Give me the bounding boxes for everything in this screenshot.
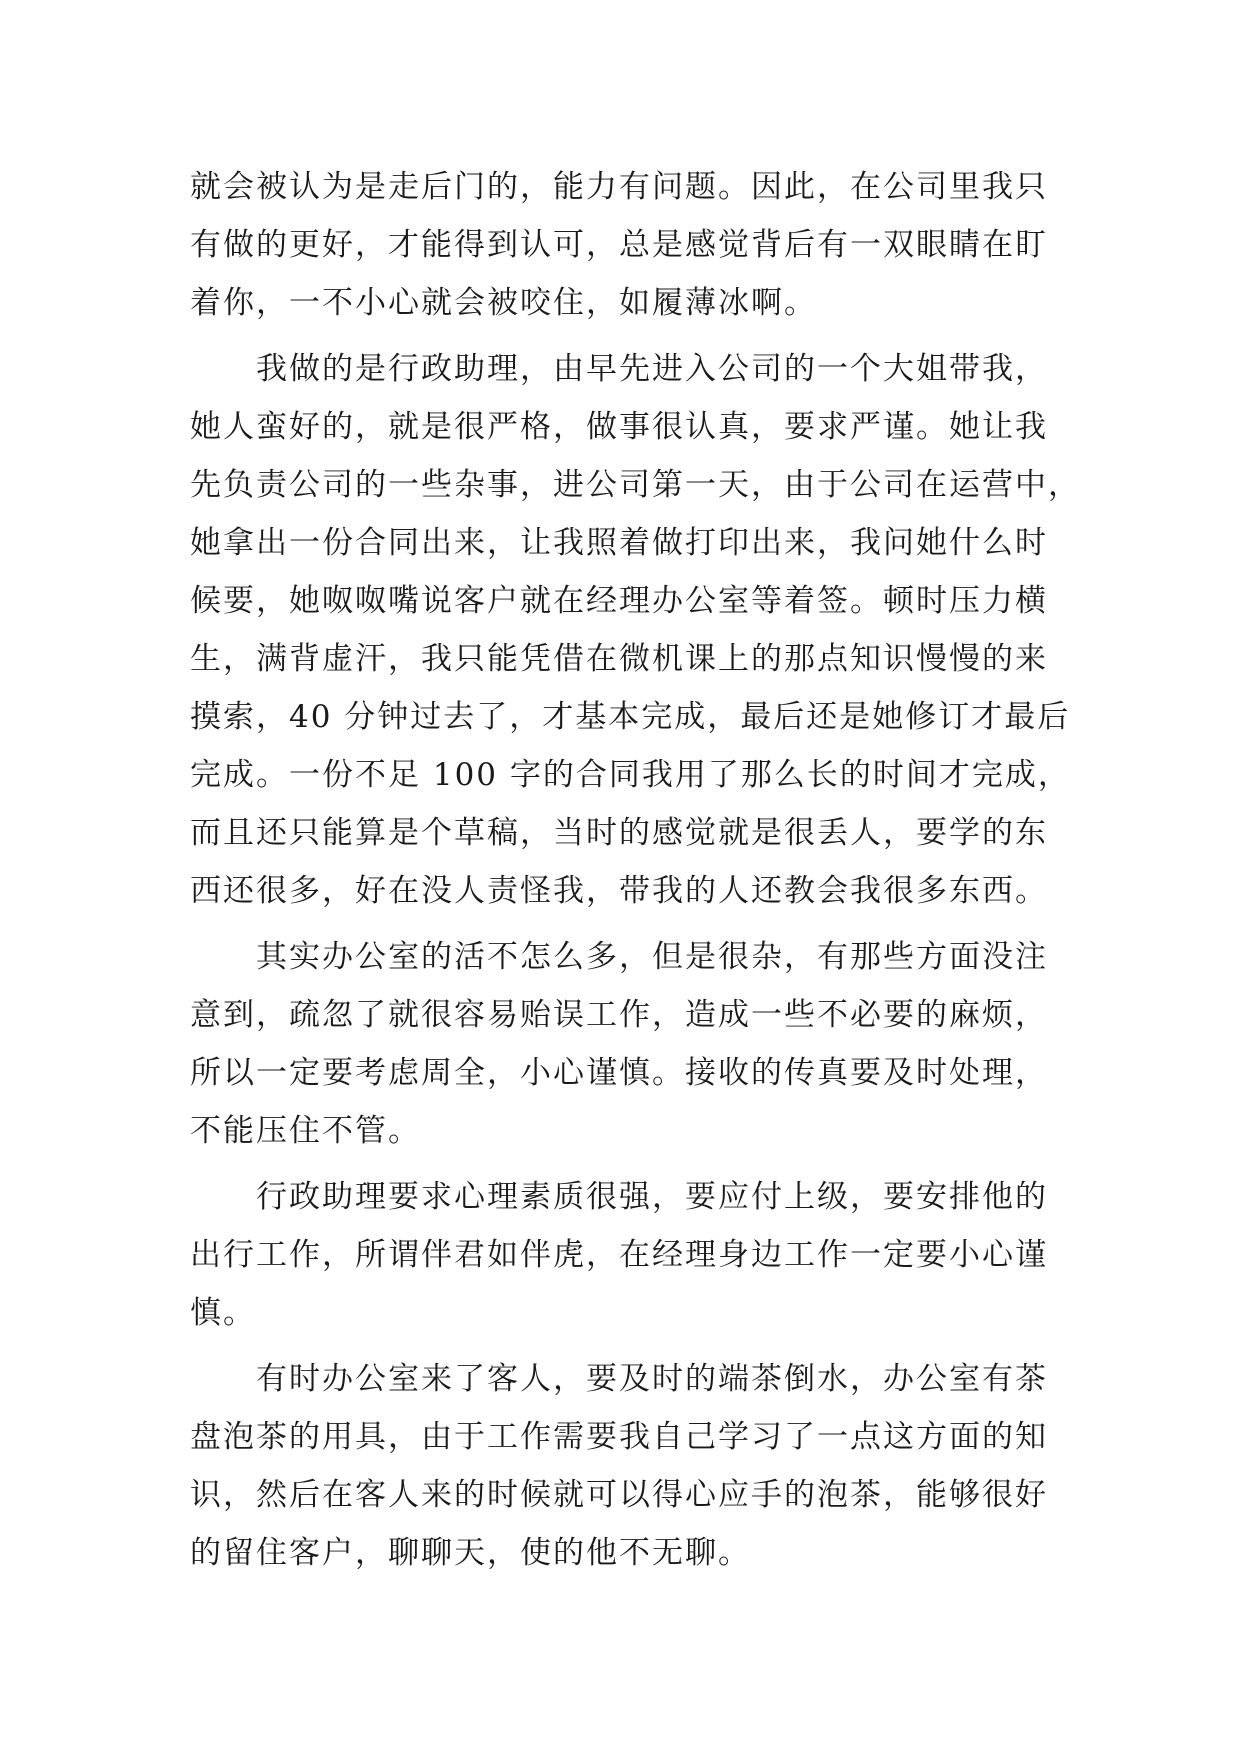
- paragraph-line: 的留住客户，聊聊天，使的他不无聊。: [190, 1535, 751, 1571]
- paragraph-line: 所以一定要考虑周全，小心谨慎。接收的传真要及时处理，: [190, 1055, 1048, 1091]
- paragraph-line: 慎。: [190, 1295, 256, 1331]
- paragraph-5: [190, 1350, 1070, 1582]
- paragraph-line: 着你，一不小心就会被咬住，如履薄冰啊。: [190, 285, 817, 321]
- paragraph-line: 盘泡茶的用具，由于工作需要我自己学习了一点这方面的知: [190, 1419, 1048, 1455]
- paragraph-line: 意到，疏忽了就很容易贻误工作，造成一些不必要的麻烦，: [190, 997, 1048, 1033]
- paragraph-line: 完成。一份不足 100 字的合同我用了那么长的时间才完成，: [190, 757, 1071, 793]
- paragraph-line: 而且还只能算是个草稿，当时的感觉就是很丢人，要学的东: [190, 815, 1048, 851]
- document-body: [190, 158, 1081, 1590]
- paragraph-line: 不能压住不管。: [190, 1113, 421, 1149]
- paragraph-line: 她人蛮好的，就是很严格，做事很认真，要求严谨。她让我: [190, 409, 1048, 445]
- paragraph-line: 摸索，40 分钟过去了，才基本完成，最后还是她修订才最后: [190, 699, 1071, 735]
- paragraph-line: 识，然后在客人来的时候就可以得心应手的泡茶，能够很好: [190, 1477, 1048, 1513]
- paragraph-line: 她拿出一份合同出来，让我照着做打印出来，我问她什么时: [190, 525, 1048, 561]
- paragraph-3: [190, 928, 1070, 1160]
- paragraph-line: 我做的是行政助理，由早先进入公司的一个大姐带我，: [256, 351, 1048, 387]
- paragraph-line: 其实办公室的活不怎么多，但是很杂，有那些方面没注: [256, 939, 1048, 975]
- paragraph-line: 有时办公室来了客人，要及时的端茶倒水，办公室有茶: [256, 1361, 1048, 1397]
- paragraph-line: 行政助理要求心理素质很强，要应付上级，要安排他的: [256, 1179, 1048, 1215]
- paragraph-line: 候要，她呶呶嘴说客户就在经理办公室等着签。顿时压力横: [190, 583, 1048, 619]
- paragraph-line: 有做的更好，才能得到认可，总是感觉背后有一双眼睛在盯: [190, 227, 1048, 263]
- paragraph-2: [190, 340, 1081, 920]
- paragraph-4: [190, 1168, 1070, 1342]
- paragraph-line: 生，满背虚汗，我只能凭借在微机课上的那点知识慢慢的来: [190, 641, 1048, 677]
- paragraph-line: 就会被认为是走后门的，能力有问题。因此，在公司里我只: [190, 169, 1048, 205]
- paragraph-1: [190, 158, 1070, 332]
- paragraph-line: 出行工作，所谓伴君如伴虎，在经理身边工作一定要小心谨: [190, 1237, 1048, 1273]
- paragraph-line: 西还很多，好在没人责怪我，带我的人还教会我很多东西。: [190, 873, 1048, 909]
- paragraph-line: 先负责公司的一些杂事，进公司第一天，由于公司在运营中，: [190, 467, 1081, 503]
